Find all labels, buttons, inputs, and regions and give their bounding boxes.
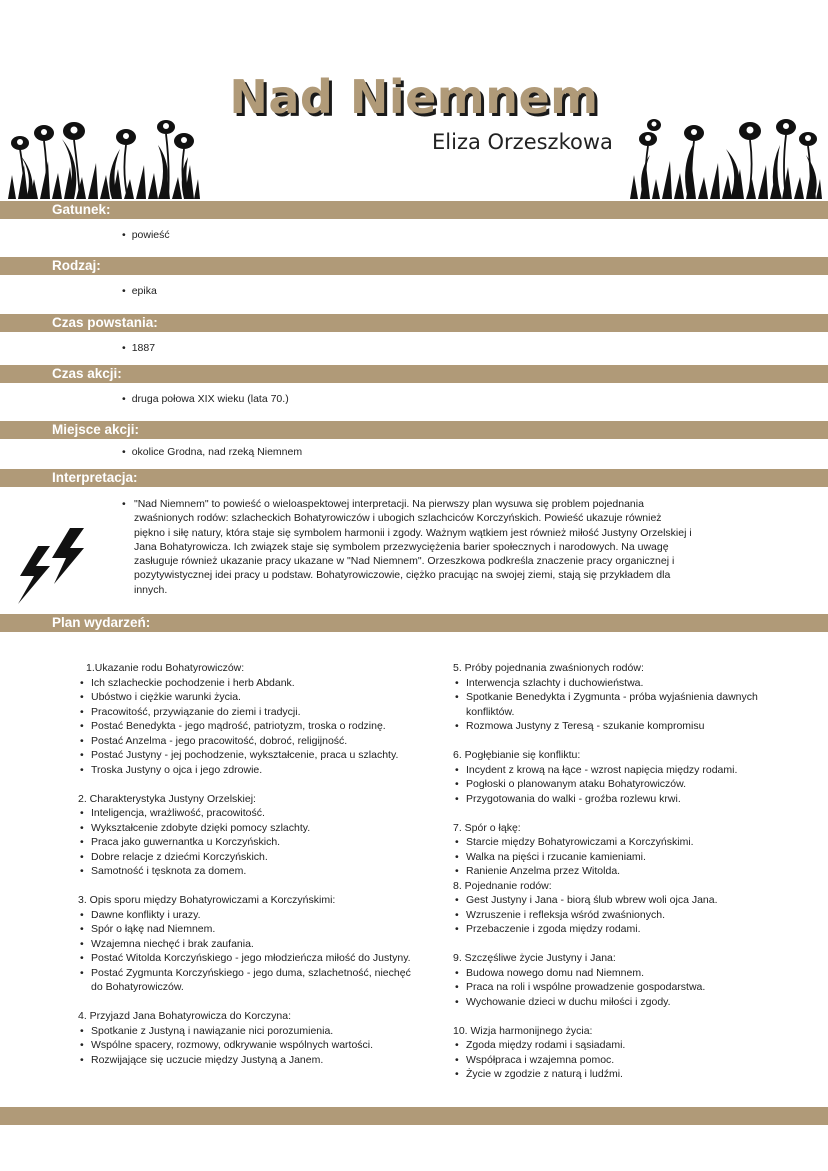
plan-column-right xyxy=(453,661,793,1096)
section-label-czas-powstania: Czas powstania: xyxy=(52,315,158,330)
list-item: • Samotność i tęsknota za domem. xyxy=(78,864,418,879)
section-bar-rodzaj xyxy=(0,257,828,275)
list-item: • Pracowitość, przywiązanie do ziemi i tradycji. xyxy=(78,705,418,720)
plan-section-8 xyxy=(453,879,793,937)
list-item: • Postać Benedykta - jego mądrość, patriotyzm, troska o rodzinę. xyxy=(78,719,418,734)
list-item: • Postać Justyny - jej pochodzenie, wykształcenie, praca u szlachty. xyxy=(78,748,418,763)
plan-section-10 xyxy=(453,1024,793,1082)
rodzaj-value: • epika xyxy=(122,285,157,297)
list-item: • Wzajemna niechęć i brak zaufania. xyxy=(78,937,418,952)
list-item: • Życie w zgodzie z naturą i ludźmi. xyxy=(453,1067,793,1082)
footer-bar xyxy=(0,1107,828,1125)
interpretation-text: • "Nad Niemnem" to powieść o wieloaspektowej interpretacji. Na pierwszy plan wysuwa się problem pojednania zwaśnionych rodów: szlacheckich Bohatyrowiczów i ubogich szlachciców Korczyńskich. Powieść ukazuje również piękno i siłę natury, która staje się symbolem harmonii i zgody. Ważnym wątkiem jest również miłość Justyny Orzelskiej i Jana Bohatyrowicza. Ich związek staje się symbolem przezwyciężenia barier społecznych i narodowych. Na uwagę zasługuje również ukazanie pracy ukazane w "Nad Niemnem". Orzeszkowa podkreśla znaczenie pracy organicznej i pozytywistycznej idei pracy u podstaw. Bohatyrowiczowie, ciężko pracując na swojej ziemi, stają się przykładem dla innych. xyxy=(122,497,692,597)
list-item: • Walka na pięści i rzucanie kamieniami. xyxy=(453,850,793,865)
list-item: • Zgoda między rodami i sąsiadami. xyxy=(453,1038,793,1053)
list-item: • Interwencja szlachty i duchowieństwa. xyxy=(453,676,793,691)
czas-akcji-value: • druga połowa XIX wieku (lata 70.) xyxy=(122,393,289,405)
section-label-czas-akcji: Czas akcji: xyxy=(52,366,122,381)
list-item: • Postać Zygmunta Korczyńskiego - jego duma, szlachetność, niechęć do Bohatyrowiczów. xyxy=(78,966,418,995)
plan-section-title: 9. Szczęśliwe życie Justyny i Jana: xyxy=(453,952,616,964)
list-item: • Rozwijające się uczucie między Justyną a Janem. xyxy=(78,1053,418,1068)
section-bar-interpretacja xyxy=(0,469,828,487)
list-item: • Dawne konflikty i urazy. xyxy=(78,908,418,923)
list-item: • Wzruszenie i refleksja wśród zwaśnionych. xyxy=(453,908,793,923)
poppy-flowers-right-icon xyxy=(630,115,822,199)
plan-section-title: 4. Przyjazd Jana Bohatyrowicza do Korczyna: xyxy=(78,1010,292,1022)
list-item: • Pogłoski o planowanym ataku Bohatyrowiczów. xyxy=(453,777,793,792)
plan-section-6 xyxy=(453,748,793,806)
list-item: • Rozmowa Justyny z Teresą - szukanie kompromisu xyxy=(453,719,793,734)
list-item: • Współpraca i wzajemna pomoc. xyxy=(453,1053,793,1068)
plan-section-7 xyxy=(453,821,793,879)
list-item: • Ubóstwo i ciężkie warunki życia. xyxy=(78,690,418,705)
plan-section-title: 10. Wizja harmonijnego życia: xyxy=(453,1024,593,1037)
plan-section-4 xyxy=(78,1009,418,1067)
gatunek-value: • powieść xyxy=(122,229,170,241)
section-label-plan: Plan wydarzeń: xyxy=(52,615,151,630)
section-label-rodzaj: Rodzaj: xyxy=(52,258,101,273)
section-bar-plan xyxy=(0,614,828,632)
list-item: • Wychowanie dzieci w duchu miłości i zgody. xyxy=(453,995,793,1010)
list-item: • Spotkanie Benedykta i Zygmunta - próba wyjaśnienia dawnych konfliktów. xyxy=(453,690,793,719)
list-item: • Gest Justyny i Jana - biorą ślub wbrew woli ojca Jana. xyxy=(453,893,793,908)
section-bar-miejsce-akcji xyxy=(0,421,828,439)
list-item: • Budowa nowego domu nad Niemnem. xyxy=(453,966,793,981)
section-bar-czas-akcji xyxy=(0,365,828,383)
list-item: • Wspólne spacery, rozmowy, odkrywanie wspólnych wartości. xyxy=(78,1038,418,1053)
plan-section-2 xyxy=(78,792,418,879)
list-item: • Spór o łąkę nad Niemnem. xyxy=(78,922,418,937)
czas-powstania-value: • 1887 xyxy=(122,342,155,354)
plan-column-left xyxy=(78,661,418,1082)
plan-section-1 xyxy=(78,661,418,777)
list-item: • Wykształcenie zdobyte dzięki pomocy szlachty. xyxy=(78,821,418,836)
plan-section-title: 2. Charakterystyka Justyny Orzelskiej: xyxy=(78,792,256,805)
list-item: • Przebaczenie i zgoda między rodami. xyxy=(453,922,793,937)
plan-section-title: 6. Pogłębianie się konfliktu: xyxy=(453,749,581,761)
section-label-gatunek: Gatunek: xyxy=(52,202,111,217)
list-item: • Praca na roli i wspólne prowadzenie gospodarstwa. xyxy=(453,980,793,995)
section-bar-gatunek xyxy=(0,201,828,219)
lightning-bolt-icon xyxy=(16,526,88,604)
list-item: • Praca jako guwernantka u Korczyńskich. xyxy=(78,835,418,850)
list-item: • Postać Anzelma - jego pracowitość, dobroć, religijność. xyxy=(78,734,418,749)
list-item: • Postać Witolda Korczyńskiego - jego młodzieńcza miłość do Justyny. xyxy=(78,951,418,966)
list-item: • Troska Justyny o ojca i jego zdrowie. xyxy=(78,763,418,778)
plan-section-title: 8. Pojednanie rodów: xyxy=(453,879,552,892)
section-label-miejsce-akcji: Miejsce akcji: xyxy=(52,422,140,437)
section-label-interpretacja: Interpretacja: xyxy=(52,470,138,485)
poppy-flowers-left-icon xyxy=(8,115,200,199)
plan-section-9 xyxy=(453,951,793,1009)
author-name: Eliza Orzeszkowa xyxy=(432,130,613,154)
list-item: • Ich szlacheckie pochodzenie i herb Abdank. xyxy=(78,676,418,691)
list-item: • Incydent z krową na łące - wzrost napięcia między rodami. xyxy=(453,763,793,778)
plan-section-3 xyxy=(78,893,418,995)
list-item: • Przygotowania do walki - groźba rozlewu krwi. xyxy=(453,792,793,807)
list-item: • Dobre relacje z dziećmi Korczyńskich. xyxy=(78,850,418,865)
section-bar-czas-powstania xyxy=(0,314,828,332)
miejsce-akcji-value: • okolice Grodna, nad rzeką Niemnem xyxy=(122,446,302,458)
plan-section-title: 1.Ukazanie rodu Bohatyrowiczów: xyxy=(86,662,245,674)
list-item: • Starcie między Bohatyrowiczami a Korczyńskimi. xyxy=(453,835,793,850)
plan-section-title: 3. Opis sporu między Bohatyrowiczami a Korczyńskimi: xyxy=(78,894,336,906)
plan-section-5 xyxy=(453,661,793,734)
plan-section-title: 5. Próby pojednania zwaśnionych rodów: xyxy=(453,662,644,674)
list-item: • Spotkanie z Justyną i nawiązanie nici porozumienia. xyxy=(78,1024,418,1039)
plan-section-title: 7. Spór o łąkę: xyxy=(453,821,521,834)
list-item: • Ranienie Anzelma przez Witolda. xyxy=(453,864,793,879)
page-title: Nad Niemnem xyxy=(229,70,599,124)
list-item: • Inteligencja, wrażliwość, pracowitość. xyxy=(78,806,418,821)
